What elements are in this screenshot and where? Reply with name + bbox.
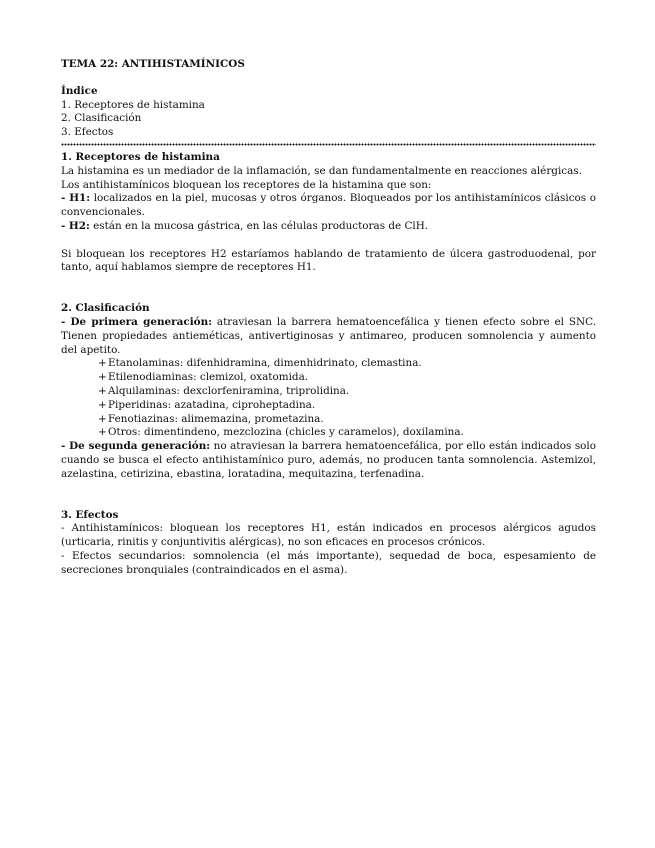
- list-item: + Etilenodiaminas: clemizol, oxatomida.: [61, 371, 596, 385]
- document-page: [61, 58, 596, 578]
- dotted-separator: [61, 143, 596, 146]
- list-item: + Piperidinas: azatadina, ciproheptadina.: [61, 399, 596, 413]
- effect-item: - Efectos secundarios: somnolencia (el más importante), sequedad de boca, espesamiento de secreciones bronquiales (contraindicados en el asma).: [61, 549, 596, 576]
- section-efectos: [61, 509, 596, 578]
- effect-item: - Antihistamínicos: bloquean los receptores H1, están indicados en procesos alérgicos agudos (urticaria, rinitis y conjuntivitis alérgicas), no son eficaces en procesos crónicos.: [61, 522, 596, 549]
- h2-text: están en la mucosa gástrica, en las células productoras de ClH.: [89, 219, 429, 232]
- section-heading: 1. Receptores de histamina: [61, 150, 220, 163]
- second-generation-text: no atraviesan la barrera hematoencefálica, por ello están indicados solo cuando se busca el efecto antihistamínico puro, además, no producen tanta somnolencia. Astemizol, azelastina, cetirizina, ebastina, loratadina, mequitazina, terfenadina.: [61, 440, 596, 480]
- second-generation-label: - De segunda generación:: [61, 440, 211, 453]
- list-item: + Etanolaminas: difenhidramina, dimenhidrinato, clemastina.: [61, 357, 596, 371]
- index-item: 1. Receptores de histamina: [61, 98, 205, 111]
- h1-label: - H1:: [61, 192, 91, 205]
- first-generation-label: - De primera generación:: [61, 315, 212, 328]
- h2-label: - H2:: [61, 219, 90, 232]
- index-item: 2. Clasificación: [61, 112, 142, 125]
- paragraph: Si bloquean los receptores H2 estaríamos hablando de tratamiento de úlcera gastroduodenal, por tanto, aquí hablamos siempre de receptores H1.: [61, 247, 596, 274]
- document-title: TEMA 22: ANTIHISTAMÍNICOS: [61, 58, 245, 70]
- section-heading: 3. Efectos: [61, 508, 119, 521]
- section-clasificacion: [61, 302, 596, 481]
- list-item: + Alquilaminas: dexclorfeniramina, triprolidina.: [61, 385, 596, 399]
- first-generation: [61, 316, 596, 357]
- index-item: 3. Efectos: [61, 126, 114, 139]
- list-item: + Otros: dimentindeno, mezclozina (chicles y caramelos), doxilamina.: [61, 426, 596, 440]
- h2-item: [61, 220, 596, 234]
- paragraph: La histamina es un mediador de la inflamación, se dan fundamentalmente en reacciones alérgicas.: [61, 164, 582, 177]
- h1-text: localizados en la piel, mucosas y otros órganos. Bloqueados por los antihistamínicos clásicos o convencionales.: [61, 192, 596, 219]
- index-section: [61, 85, 596, 140]
- index-heading: Índice: [61, 84, 98, 97]
- list-item: + Fenotiazinas: alimemazina, prometazina.: [61, 413, 596, 427]
- first-generation-text: atraviesan la barrera hematoencefálica y tienen efecto sobre el SNC. Tienen propiedades antieméticas, antivertiginosas y antimareo, producen somnolencia y aumento del apetito.: [61, 315, 596, 356]
- second-generation: [61, 440, 596, 481]
- section-heading: 2. Clasificación: [61, 302, 150, 315]
- section-receptores: [61, 151, 596, 275]
- h1-item: [61, 192, 596, 220]
- paragraph: Los antihistamínicos bloquean los receptores de la histamina que son:: [61, 178, 432, 191]
